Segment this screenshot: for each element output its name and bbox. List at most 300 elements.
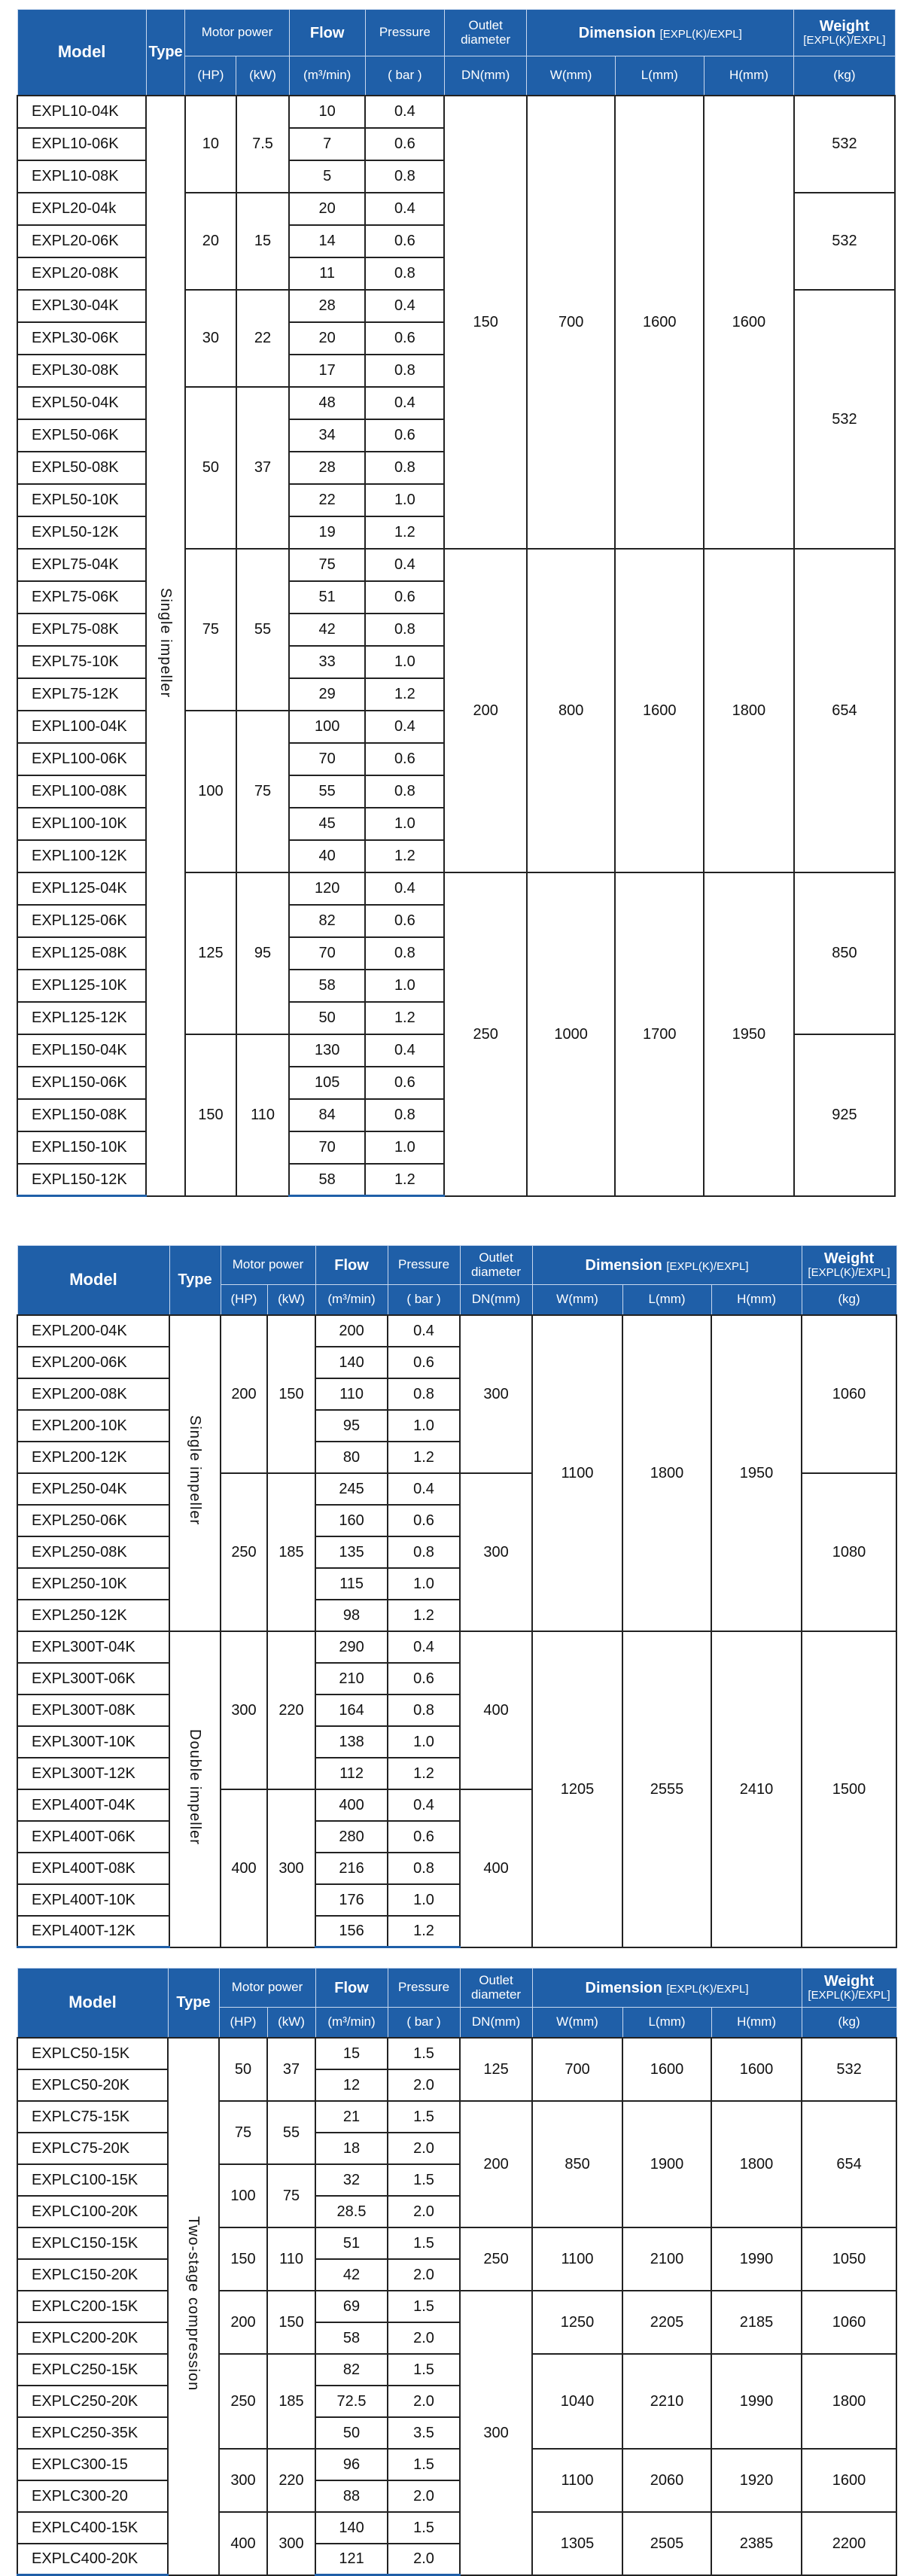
hp-cell: 50 xyxy=(185,387,236,549)
model-cell: EXPLC300-20 xyxy=(17,2480,168,2512)
kw-cell: 185 xyxy=(267,1473,315,1631)
pressure-cell: 1.0 xyxy=(388,1726,460,1758)
model-cell: EXPL30-06K xyxy=(17,322,146,355)
model-cell: EXPL75-04K xyxy=(17,549,146,581)
flow-cell: 95 xyxy=(315,1410,388,1442)
model-cell: EXPL300T-12K xyxy=(17,1758,169,1789)
header-pressure: Pressure xyxy=(388,1246,460,1285)
model-cell: EXPL250-06K xyxy=(17,1505,169,1536)
spec-table-two-stage-compression xyxy=(17,1968,897,2576)
kw-cell: 95 xyxy=(236,872,289,1034)
pressure-cell: 1.2 xyxy=(365,678,444,711)
weight-cell: 1500 xyxy=(802,1631,896,1947)
model-cell: EXPL10-04K xyxy=(17,96,146,128)
model-cell: EXPLC200-15K xyxy=(17,2291,168,2322)
pressure-cell: 1.2 xyxy=(388,1758,460,1789)
header-weight-sub: [EXPL(K)/EXPL] xyxy=(808,1266,890,1280)
flow-cell: 21 xyxy=(315,2101,388,2133)
kw-cell: 75 xyxy=(267,2164,315,2227)
flow-cell: 160 xyxy=(315,1505,388,1536)
pressure-cell: 0.4 xyxy=(365,193,444,225)
weight-cell: 654 xyxy=(794,549,895,872)
header-hp: (HP) xyxy=(185,56,236,96)
pressure-cell: 0.4 xyxy=(365,549,444,581)
model-cell: EXPL200-04K xyxy=(17,1315,169,1347)
outlet-diameter-cell: 200 xyxy=(444,549,526,872)
header-pressure-unit: ( bar ) xyxy=(388,1285,460,1315)
pressure-cell: 0.4 xyxy=(365,387,444,419)
width-cell: 1040 xyxy=(532,2354,622,2449)
weight-cell: 532 xyxy=(802,2038,896,2101)
header-type: Type xyxy=(168,1969,219,2038)
length-cell: 2205 xyxy=(622,2291,711,2354)
kw-cell: 300 xyxy=(267,2512,315,2575)
pressure-cell: 0.4 xyxy=(388,1315,460,1347)
flow-cell: 45 xyxy=(289,808,365,840)
header-height: H(mm) xyxy=(711,2008,802,2038)
weight-cell: 2200 xyxy=(802,2512,896,2575)
pressure-cell: 0.4 xyxy=(365,96,444,128)
header-flow-unit: (m³/min) xyxy=(315,2008,388,2038)
model-cell: EXPLC75-20K xyxy=(17,2133,168,2164)
model-cell: EXPL400T-12K xyxy=(17,1916,169,1947)
height-cell: 1950 xyxy=(704,872,794,1196)
flow-cell: 28 xyxy=(289,290,365,322)
flow-cell: 69 xyxy=(315,2291,388,2322)
model-cell: EXPL75-10K xyxy=(17,646,146,678)
header-kw: (kW) xyxy=(267,1285,315,1315)
pressure-cell: 0.8 xyxy=(365,452,444,484)
pressure-cell: 1.0 xyxy=(388,1568,460,1600)
header-type: Type xyxy=(146,10,185,96)
flow-cell: 216 xyxy=(315,1853,388,1884)
pressure-cell: 1.0 xyxy=(388,1410,460,1442)
model-cell: EXPLC400-15K xyxy=(17,2512,168,2544)
model-cell: EXPL150-06K xyxy=(17,1067,146,1099)
model-cell: EXPL20-08K xyxy=(17,257,146,290)
model-cell: EXPL10-08K xyxy=(17,160,146,193)
kw-cell: 220 xyxy=(267,2449,315,2512)
header-type: Type xyxy=(169,1246,221,1315)
flow-cell: 164 xyxy=(315,1694,388,1726)
header-outlet-diameter: Outlet diameter xyxy=(444,10,526,56)
model-cell: EXPL150-12K xyxy=(17,1164,146,1196)
pressure-cell: 1.2 xyxy=(388,1916,460,1947)
flow-cell: 11 xyxy=(289,257,365,290)
header-weight-unit: (kg) xyxy=(802,2008,896,2038)
header-motor-power: Motor power xyxy=(219,1969,315,2008)
outlet-diameter-cell: 125 xyxy=(460,2038,532,2101)
header-weight-sub: [EXPL(K)/EXPL] xyxy=(803,34,886,47)
header-weight-label: Weight xyxy=(819,18,870,35)
flow-cell: 112 xyxy=(315,1758,388,1789)
width-cell: 800 xyxy=(527,549,616,872)
header-flow-unit: (m³/min) xyxy=(315,1285,388,1315)
model-cell: EXPL125-08K xyxy=(17,937,146,970)
kw-cell: 300 xyxy=(267,1789,315,1947)
header-length: L(mm) xyxy=(622,2008,711,2038)
model-cell: EXPL300T-06K xyxy=(17,1663,169,1694)
flow-cell: 98 xyxy=(315,1600,388,1631)
hp-cell: 250 xyxy=(221,1473,267,1631)
model-cell: EXPL100-12K xyxy=(17,840,146,872)
header-weight-label: Weight xyxy=(823,1973,875,1990)
length-cell: 2555 xyxy=(622,1631,711,1947)
model-cell: EXPL200-06K xyxy=(17,1347,169,1378)
length-cell: 1600 xyxy=(615,549,704,872)
model-cell: EXPL200-12K xyxy=(17,1442,169,1473)
header-model: Model xyxy=(17,1246,169,1315)
hp-cell: 10 xyxy=(185,96,236,193)
model-cell: EXPLC100-15K xyxy=(17,2164,168,2196)
pressure-cell: 0.8 xyxy=(388,1694,460,1726)
table-row xyxy=(17,1631,896,1663)
outlet-diameter-cell: 300 xyxy=(460,1473,532,1631)
hp-cell: 100 xyxy=(219,2164,267,2227)
model-cell: EXPLC250-20K xyxy=(17,2386,168,2417)
flow-cell: 42 xyxy=(315,2259,388,2291)
pressure-cell: 2.0 xyxy=(388,2386,460,2417)
flow-cell: 110 xyxy=(315,1378,388,1410)
height-cell: 1800 xyxy=(704,549,794,872)
model-cell: EXPL50-06K xyxy=(17,419,146,452)
model-cell: EXPL20-06K xyxy=(17,225,146,257)
pressure-cell: 0.6 xyxy=(365,128,444,160)
kw-cell: 75 xyxy=(236,711,289,872)
model-cell: EXPL200-08K xyxy=(17,1378,169,1410)
header-hp: (HP) xyxy=(221,1285,267,1315)
header-dimension xyxy=(527,10,794,56)
pressure-cell: 1.5 xyxy=(388,2354,460,2386)
flow-cell: 80 xyxy=(315,1442,388,1473)
pressure-cell: 1.0 xyxy=(365,484,444,516)
pressure-cell: 0.8 xyxy=(365,614,444,646)
flow-cell: 50 xyxy=(289,1002,365,1034)
model-cell: EXPL200-10K xyxy=(17,1410,169,1442)
weight-cell: 1050 xyxy=(802,2227,896,2291)
weight-cell: 925 xyxy=(794,1034,895,1196)
flow-cell: 10 xyxy=(289,96,365,128)
model-cell: EXPLC75-15K xyxy=(17,2101,168,2133)
weight-cell: 1060 xyxy=(802,1315,896,1473)
model-cell: EXPL150-08K xyxy=(17,1099,146,1131)
height-cell: 2410 xyxy=(711,1631,802,1947)
pressure-cell: 1.0 xyxy=(365,1131,444,1164)
flow-cell: 72.5 xyxy=(315,2386,388,2417)
header-dimension-sub: [EXPL(K)/EXPL] xyxy=(666,1982,749,1996)
model-cell: EXPL125-12K xyxy=(17,1002,146,1034)
table-row xyxy=(17,1315,896,1347)
header-outlet-unit: DN(mm) xyxy=(460,1285,532,1315)
hp-cell: 150 xyxy=(219,2227,267,2291)
header-kw: (kW) xyxy=(236,56,289,96)
width-cell: 700 xyxy=(527,96,616,549)
flow-cell: 34 xyxy=(289,419,365,452)
width-cell: 1305 xyxy=(532,2512,622,2575)
pressure-cell: 0.4 xyxy=(365,872,444,905)
pressure-cell: 1.5 xyxy=(388,2227,460,2259)
header-length: L(mm) xyxy=(622,1285,711,1315)
flow-cell: 84 xyxy=(289,1099,365,1131)
flow-cell: 29 xyxy=(289,678,365,711)
header-height: H(mm) xyxy=(711,1285,802,1315)
kw-cell: 15 xyxy=(236,193,289,290)
hp-cell: 400 xyxy=(221,1789,267,1947)
width-cell: 850 xyxy=(532,2101,622,2227)
pressure-cell: 2.0 xyxy=(388,2069,460,2101)
flow-cell: 28.5 xyxy=(315,2196,388,2227)
header-weight-unit: (kg) xyxy=(794,56,895,96)
type-cell xyxy=(169,1631,221,1947)
pressure-cell: 0.6 xyxy=(365,225,444,257)
pressure-cell: 0.4 xyxy=(388,1789,460,1821)
flow-cell: 75 xyxy=(289,549,365,581)
flow-cell: 19 xyxy=(289,516,365,549)
flow-cell: 7 xyxy=(289,128,365,160)
pressure-cell: 1.5 xyxy=(388,2449,460,2480)
type-label: Single impeller xyxy=(187,1415,203,1526)
flow-cell: 82 xyxy=(315,2354,388,2386)
pressure-cell: 0.4 xyxy=(365,290,444,322)
header-weight-sub: [EXPL(K)/EXPL] xyxy=(808,1989,890,2002)
header-dimension xyxy=(532,1246,802,1285)
header-outlet-unit: DN(mm) xyxy=(444,56,526,96)
width-cell: 1100 xyxy=(532,2227,622,2291)
model-cell: EXPL250-10K xyxy=(17,1568,169,1600)
header-flow: Flow xyxy=(289,10,365,56)
flow-cell: 58 xyxy=(289,970,365,1002)
flow-cell: 42 xyxy=(289,614,365,646)
flow-cell: 20 xyxy=(289,322,365,355)
flow-cell: 51 xyxy=(315,2227,388,2259)
model-cell: EXPL100-06K xyxy=(17,743,146,775)
length-cell: 1900 xyxy=(622,2101,711,2227)
type-label: Single impeller xyxy=(157,588,175,699)
header-dimension-sub: [EXPL(K)/EXPL] xyxy=(666,1259,749,1273)
model-cell: EXPL150-10K xyxy=(17,1131,146,1164)
pressure-cell: 2.0 xyxy=(388,2133,460,2164)
length-cell: 2505 xyxy=(622,2512,711,2575)
height-cell: 1600 xyxy=(711,2038,802,2101)
flow-cell: 82 xyxy=(289,905,365,937)
pressure-cell: 1.0 xyxy=(388,1884,460,1916)
flow-cell: 100 xyxy=(289,711,365,743)
table-row xyxy=(17,2354,896,2386)
pressure-cell: 0.8 xyxy=(365,257,444,290)
flow-cell: 20 xyxy=(289,193,365,225)
weight-cell: 1060 xyxy=(802,2291,896,2354)
weight-cell: 850 xyxy=(794,872,895,1034)
weight-cell: 532 xyxy=(794,193,895,290)
pressure-cell: 2.0 xyxy=(388,2480,460,2512)
kw-cell: 37 xyxy=(267,2038,315,2101)
type-label: Double impeller xyxy=(187,1728,203,1845)
width-cell: 700 xyxy=(532,2038,622,2101)
weight-cell: 1800 xyxy=(802,2354,896,2449)
header-flow: Flow xyxy=(315,1246,388,1285)
length-cell: 1700 xyxy=(615,872,704,1196)
flow-cell: 140 xyxy=(315,1347,388,1378)
width-cell: 1100 xyxy=(532,2449,622,2512)
flow-cell: 15 xyxy=(315,2038,388,2069)
hp-cell: 150 xyxy=(185,1034,236,1196)
flow-cell: 245 xyxy=(315,1473,388,1505)
weight-cell: 532 xyxy=(794,290,895,549)
flow-cell: 50 xyxy=(315,2417,388,2449)
outlet-diameter-cell: 300 xyxy=(460,2291,532,2575)
flow-cell: 121 xyxy=(315,2544,388,2575)
flow-cell: 88 xyxy=(315,2480,388,2512)
height-cell: 2185 xyxy=(711,2291,802,2354)
flow-cell: 51 xyxy=(289,581,365,614)
height-cell: 1950 xyxy=(711,1315,802,1631)
hp-cell: 300 xyxy=(221,1631,267,1789)
hp-cell: 200 xyxy=(221,1315,267,1473)
header-outlet-diameter: Outlet diameter xyxy=(460,1246,532,1285)
flow-cell: 58 xyxy=(315,2322,388,2354)
header-model: Model xyxy=(17,1969,168,2038)
pressure-cell: 1.0 xyxy=(365,646,444,678)
table-row xyxy=(17,2227,896,2259)
pressure-cell: 0.6 xyxy=(388,1347,460,1378)
pressure-cell: 2.0 xyxy=(388,2196,460,2227)
model-cell: EXPL150-04K xyxy=(17,1034,146,1067)
flow-cell: 55 xyxy=(289,775,365,808)
outlet-diameter-cell: 250 xyxy=(444,872,526,1196)
flow-cell: 33 xyxy=(289,646,365,678)
flow-cell: 400 xyxy=(315,1789,388,1821)
width-cell: 1000 xyxy=(527,872,616,1196)
flow-cell: 210 xyxy=(315,1663,388,1694)
model-cell: EXPL75-08K xyxy=(17,614,146,646)
table-row xyxy=(17,2291,896,2322)
flow-cell: 176 xyxy=(315,1884,388,1916)
header-pressure-unit: ( bar ) xyxy=(388,2008,460,2038)
height-cell: 2385 xyxy=(711,2512,802,2575)
flow-cell: 5 xyxy=(289,160,365,193)
weight-cell: 532 xyxy=(794,96,895,193)
flow-cell: 156 xyxy=(315,1916,388,1947)
pressure-cell: 0.6 xyxy=(365,322,444,355)
pressure-cell: 0.8 xyxy=(388,1853,460,1884)
model-cell: EXPL300T-10K xyxy=(17,1726,169,1758)
pressure-cell: 0.6 xyxy=(365,419,444,452)
table-row xyxy=(17,2512,896,2544)
outlet-diameter-cell: 250 xyxy=(460,2227,532,2291)
model-cell: EXPLC400-20K xyxy=(17,2544,168,2575)
header-kw: (kW) xyxy=(267,2008,315,2038)
header-height: H(mm) xyxy=(704,56,794,96)
flow-cell: 96 xyxy=(315,2449,388,2480)
header-dimension-label: Dimension xyxy=(585,1256,662,1274)
model-cell: EXPLC200-20K xyxy=(17,2322,168,2354)
model-cell: EXPL400T-08K xyxy=(17,1853,169,1884)
table-row xyxy=(17,2449,896,2480)
table-row xyxy=(17,2038,896,2069)
model-cell: EXPL50-04K xyxy=(17,387,146,419)
kw-cell: 37 xyxy=(236,387,289,549)
hp-cell: 200 xyxy=(219,2291,267,2354)
flow-cell: 70 xyxy=(289,743,365,775)
kw-cell: 185 xyxy=(267,2354,315,2449)
header-dimension-sub: [EXPL(K)/EXPL] xyxy=(659,27,742,41)
hp-cell: 30 xyxy=(185,290,236,387)
header-weight-unit: (kg) xyxy=(802,1285,896,1315)
table-row xyxy=(17,2101,896,2133)
flow-cell: 290 xyxy=(315,1631,388,1663)
kw-cell: 150 xyxy=(267,2291,315,2354)
model-cell: EXPL75-06K xyxy=(17,581,146,614)
weight-cell: 1600 xyxy=(802,2449,896,2512)
kw-cell: 22 xyxy=(236,290,289,387)
flow-cell: 18 xyxy=(315,2133,388,2164)
header-hp: (HP) xyxy=(219,2008,267,2038)
kw-cell: 150 xyxy=(267,1315,315,1473)
header-flow-unit: (m³/min) xyxy=(289,56,365,96)
pressure-cell: 0.4 xyxy=(388,1631,460,1663)
pressure-cell: 0.4 xyxy=(388,1473,460,1505)
header-flow: Flow xyxy=(315,1969,388,2008)
pressure-cell: 0.6 xyxy=(365,581,444,614)
pressure-cell: 0.6 xyxy=(388,1821,460,1853)
model-cell: EXPLC250-15K xyxy=(17,2354,168,2386)
pressure-cell: 1.2 xyxy=(365,1164,444,1196)
kw-cell: 110 xyxy=(267,2227,315,2291)
length-cell: 2210 xyxy=(622,2354,711,2449)
height-cell: 1990 xyxy=(711,2354,802,2449)
model-cell: EXPL400T-06K xyxy=(17,1821,169,1853)
type-label: Two-stage compression xyxy=(185,2216,202,2392)
pressure-cell: 0.8 xyxy=(365,937,444,970)
model-cell: EXPL100-08K xyxy=(17,775,146,808)
length-cell: 1600 xyxy=(615,96,704,549)
header-width: W(mm) xyxy=(527,56,616,96)
model-cell: EXPL50-12K xyxy=(17,516,146,549)
flow-cell: 120 xyxy=(289,872,365,905)
pressure-cell: 1.2 xyxy=(365,1002,444,1034)
length-cell: 1600 xyxy=(622,2038,711,2101)
spec-table-single-impeller xyxy=(17,9,896,1197)
header-dimension-label: Dimension xyxy=(585,1979,662,1996)
flow-cell: 130 xyxy=(289,1034,365,1067)
flow-cell: 12 xyxy=(315,2069,388,2101)
pressure-cell: 3.5 xyxy=(388,2417,460,2449)
flow-cell: 70 xyxy=(289,937,365,970)
header-length: L(mm) xyxy=(615,56,704,96)
header-width: W(mm) xyxy=(532,2008,622,2038)
outlet-diameter-cell: 400 xyxy=(460,1631,532,1789)
height-cell: 1800 xyxy=(711,2101,802,2227)
model-cell: EXPL125-04K xyxy=(17,872,146,905)
pressure-cell: 0.8 xyxy=(365,775,444,808)
flow-cell: 40 xyxy=(289,840,365,872)
hp-cell: 75 xyxy=(185,549,236,711)
pressure-cell: 0.8 xyxy=(365,355,444,387)
pressure-cell: 2.0 xyxy=(388,2322,460,2354)
width-cell: 1250 xyxy=(532,2291,622,2354)
pressure-cell: 1.5 xyxy=(388,2291,460,2322)
model-cell: EXPL125-06K xyxy=(17,905,146,937)
model-cell: EXPLC50-20K xyxy=(17,2069,168,2101)
model-cell: EXPL75-12K xyxy=(17,678,146,711)
outlet-diameter-cell: 200 xyxy=(460,2101,532,2227)
pressure-cell: 2.0 xyxy=(388,2544,460,2575)
hp-cell: 400 xyxy=(219,2512,267,2575)
flow-cell: 105 xyxy=(289,1067,365,1099)
kw-cell: 110 xyxy=(236,1034,289,1196)
hp-cell: 75 xyxy=(219,2101,267,2164)
model-cell: EXPL30-08K xyxy=(17,355,146,387)
